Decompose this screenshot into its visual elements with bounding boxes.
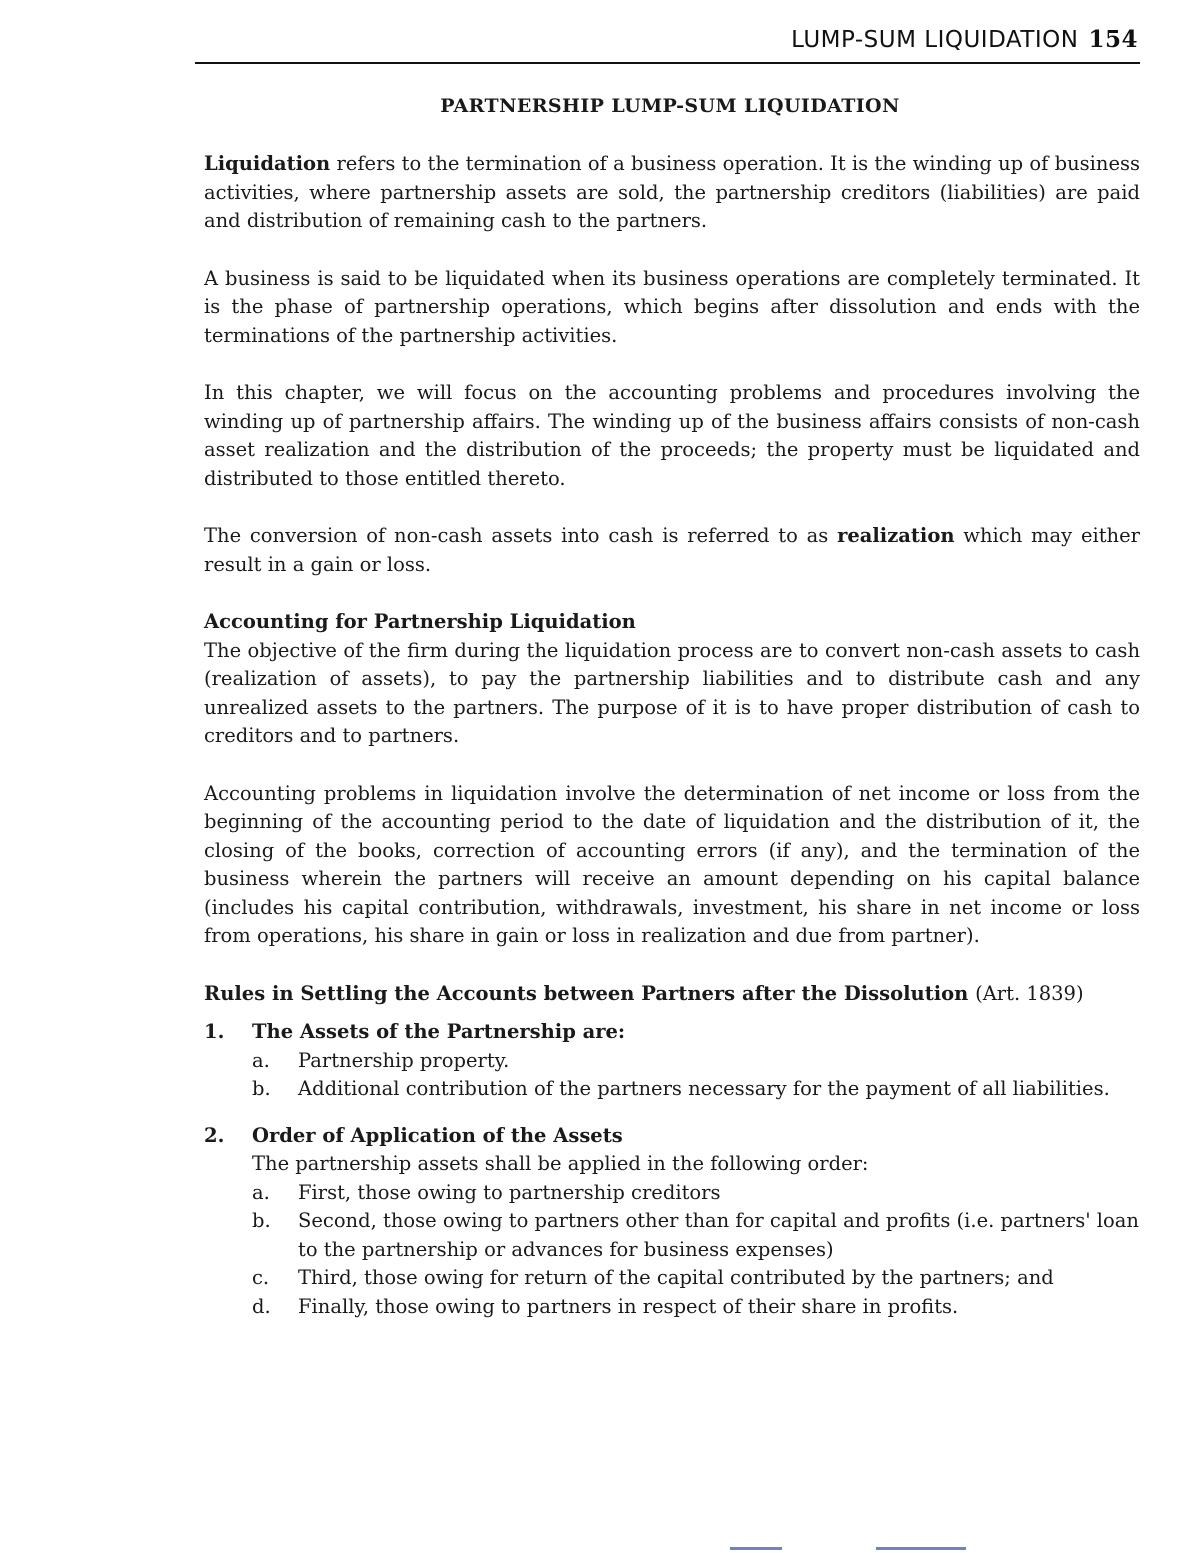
list-item [204, 1122, 1140, 1322]
sub-item-text: Finally, those owing to partners in respect of their share in profits. [298, 1294, 959, 1318]
sub-item-text: Third, those owing for return of the capital contributed by the partners; and [298, 1266, 1054, 1289]
term-realization: realization [837, 524, 955, 547]
sub-list-item [252, 1264, 1140, 1293]
sub-item-text: Partnership property. [298, 1048, 510, 1072]
item-number: 1. [204, 1020, 225, 1043]
item-letter: a. [252, 1180, 270, 1204]
item-letter: b. [252, 1077, 271, 1100]
sub-list [252, 1047, 1140, 1104]
paragraph-text: refers to the termination of a business operation. It is the winding up of business activities, where partnership assets are sold, the partnership creditors (liabilities) are paid and distribution of remaining cash to the partners. [204, 152, 1140, 232]
sub-list-item [252, 1207, 1140, 1264]
document-body [204, 150, 1140, 1339]
scan-edge-mark [730, 1547, 782, 1550]
section-heading-rules [204, 980, 1140, 1009]
rules-list [204, 1018, 1140, 1321]
sub-item-text: First, those owing to partnership creditors [298, 1180, 721, 1204]
paragraph-liquidation-definition [204, 150, 1140, 236]
paragraph-accounting-problems: Accounting problems in liquidation involve the determination of net income or loss from the beginning of the accounting period to the date of liquidation and the distribution of it, the closing of the books, correction of accounting errors (if any), and the termination of the business wherein the partners will receive an amount depending on his capital balance (includes his capital contribution, withdrawals, investment, his share in net income or loss from operations, his share in gain or loss in realization and due from partner). [204, 781, 1140, 947]
sub-item-text: Additional contribution of the partners necessary for the payment of all liabilities. [298, 1077, 1110, 1100]
sub-list-item [252, 1293, 1140, 1322]
paragraph-text: which may either result in a gain or loss. [204, 524, 1140, 576]
paragraph-text: The conversion of non-cash assets into cash is referred to as [204, 524, 838, 547]
paragraph-liquidated-business: A business is said to be liquidated when its business operations are completely terminated. It is the phase of partnership operations, which begins after dissolution and ends with the terminations of the partnership activities. [204, 266, 1140, 347]
paragraph-chapter-focus: In this chapter, we will focus on the accounting problems and procedures involving the winding up of partnership affairs. The winding up of the business affairs consists of non-cash asset realization and the distribution of the proceeds; the property must be liquidated and distributed to those entitled thereto. [204, 381, 1140, 490]
sub-list-item [252, 1179, 1140, 1208]
item-intro: The partnership assets shall be applied in the following order: [252, 1152, 869, 1175]
term-liquidation: Liquidation [204, 152, 331, 175]
section-heading-accounting: Accounting for Partnership Liquidation [204, 610, 636, 633]
sub-list [252, 1179, 1140, 1322]
page-title: PARTNERSHIP LUMP-SUM LIQUIDATION [440, 95, 900, 117]
item-letter: c. [252, 1266, 270, 1289]
item-title: Order of Application of the Assets [252, 1123, 623, 1147]
list-item [204, 1018, 1140, 1104]
header-rule [195, 62, 1140, 64]
paragraph-realization [204, 522, 1140, 579]
item-letter: d. [252, 1294, 271, 1318]
item-letter: b. [252, 1209, 271, 1232]
item-number: 2. [204, 1123, 225, 1147]
paragraph-objective: The objective of the firm during the liquidation process are to convert non-cash assets to cash (realization of assets), to pay the partnership liabilities and to distribute cash and any unrealized assets to the partners. The purpose of it is to have proper distribution of cash to creditors and to partners. [204, 638, 1140, 747]
article-reference: (Art. 1839) [975, 981, 1084, 1005]
running-title: LUMP-SUM LIQUIDATION [791, 27, 1079, 53]
rules-heading-text: Rules in Settling the Accounts between Partners after the Dissolution [204, 981, 969, 1005]
sub-list-item [252, 1075, 1140, 1104]
running-header [791, 26, 1138, 53]
item-letter: a. [252, 1048, 270, 1072]
page-number: 154 [1088, 26, 1138, 53]
sub-item-text: Second, those owing to partners other than for capital and profits (i.e. partners' loan to the partnership or advances for business expenses) [298, 1209, 1139, 1261]
sub-list-item [252, 1047, 1140, 1076]
item-title: The Assets of the Partnership are: [252, 1020, 626, 1043]
scan-edge-mark [876, 1547, 966, 1550]
